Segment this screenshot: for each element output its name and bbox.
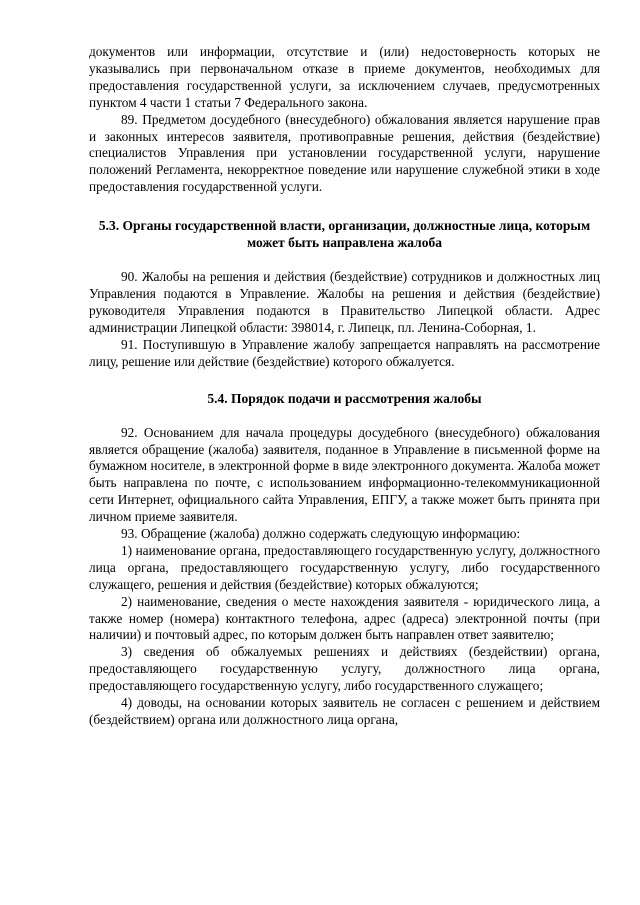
paragraph-93: 93. Обращение (жалоба) должно содержать следующую информацию: [121, 526, 521, 542]
paragraph-90: 90. Жалобы на решения и действия (бездействие) сотрудников и должностных лиц Управления подаются в Управление. Жалобы на решения и действия (бездействие) руководителя Управления подаются в Правительство Липецкой области. Адрес администрации Липецкой области: 398014, г. Липецк, пл. Ленина-Соборная, 1. [89, 269, 600, 335]
section-heading-5-3: 5.3. Органы государственной власти, организации, должностные лица, которым может быть направлена жалоба [98, 218, 591, 251]
list-item-4: 4) доводы, на основании которых заявитель не согласен с решением и действием (бездействием) органа или должностного лица органа, [89, 695, 600, 727]
page-content [89, 44, 600, 729]
paragraph-89: 89. Предметом досудебного (внесудебного) обжалования является нарушение прав и законных интересов заявителя, противоправные решения, действия (бездействие) специалистов Управления при установлении государственной услуги, нарушение положений Регламента, некорректное поведение или нарушение служебной этики в ходе предоставления государственной услуги. [89, 111, 600, 195]
intro-paragraph: документов или информации, отсутствие и (или) недостоверность которых не указывались при первоначальном отказе в приеме документов, необходимых для предоставления государственной услуги, за исключением случаев, предусмотренных пунктом 4 части 1 статьи 7 Федерального закона. [89, 44, 600, 110]
list-item-1: 1) наименование органа, предоставляющего государственную услугу, должностного лица органа, предоставляющего государственную услугу, либо государственного служащего, решения и действия (бездействие) которых обжалуются; [89, 542, 600, 592]
list-item-2: 2) наименование, сведения о месте нахождения заявителя - юридического лица, а также номер (номера) контактного телефона, адрес (адреса) электронной почты (при наличии) и почтовый адрес, по которым должен быть направлен ответ заявителю; [89, 593, 600, 643]
paragraph-92: 92. Основанием для начала процедуры досудебного (внесудебного) обжалования является обращение (жалоба) заявителя, поданное в Управление в письменной форме на бумажном носителе, в электронной форме в виде электронного документа. Жалоба может быть направлена по почте, с использованием информационно-телекоммуникационной сети Интернет, официального сайта Управления, ЕПГУ, а также может быть принята при личном приеме заявителя. [89, 424, 600, 525]
list-item-3: 3) сведения об обжалуемых решениях и действиях (бездействии) органа, предоставляющего государственную услугу, должностного лица органа, предоставляющего государственную услугу, либо государственного служащего; [89, 644, 600, 694]
paragraph-91: 91. Поступившую в Управление жалобу запрещается направлять на рассмотрение лицу, решение или действие (бездействие) которого обжалуется. [89, 336, 600, 369]
section-heading-5-4: 5.4. Порядок подачи и рассмотрения жалобы [207, 390, 482, 406]
